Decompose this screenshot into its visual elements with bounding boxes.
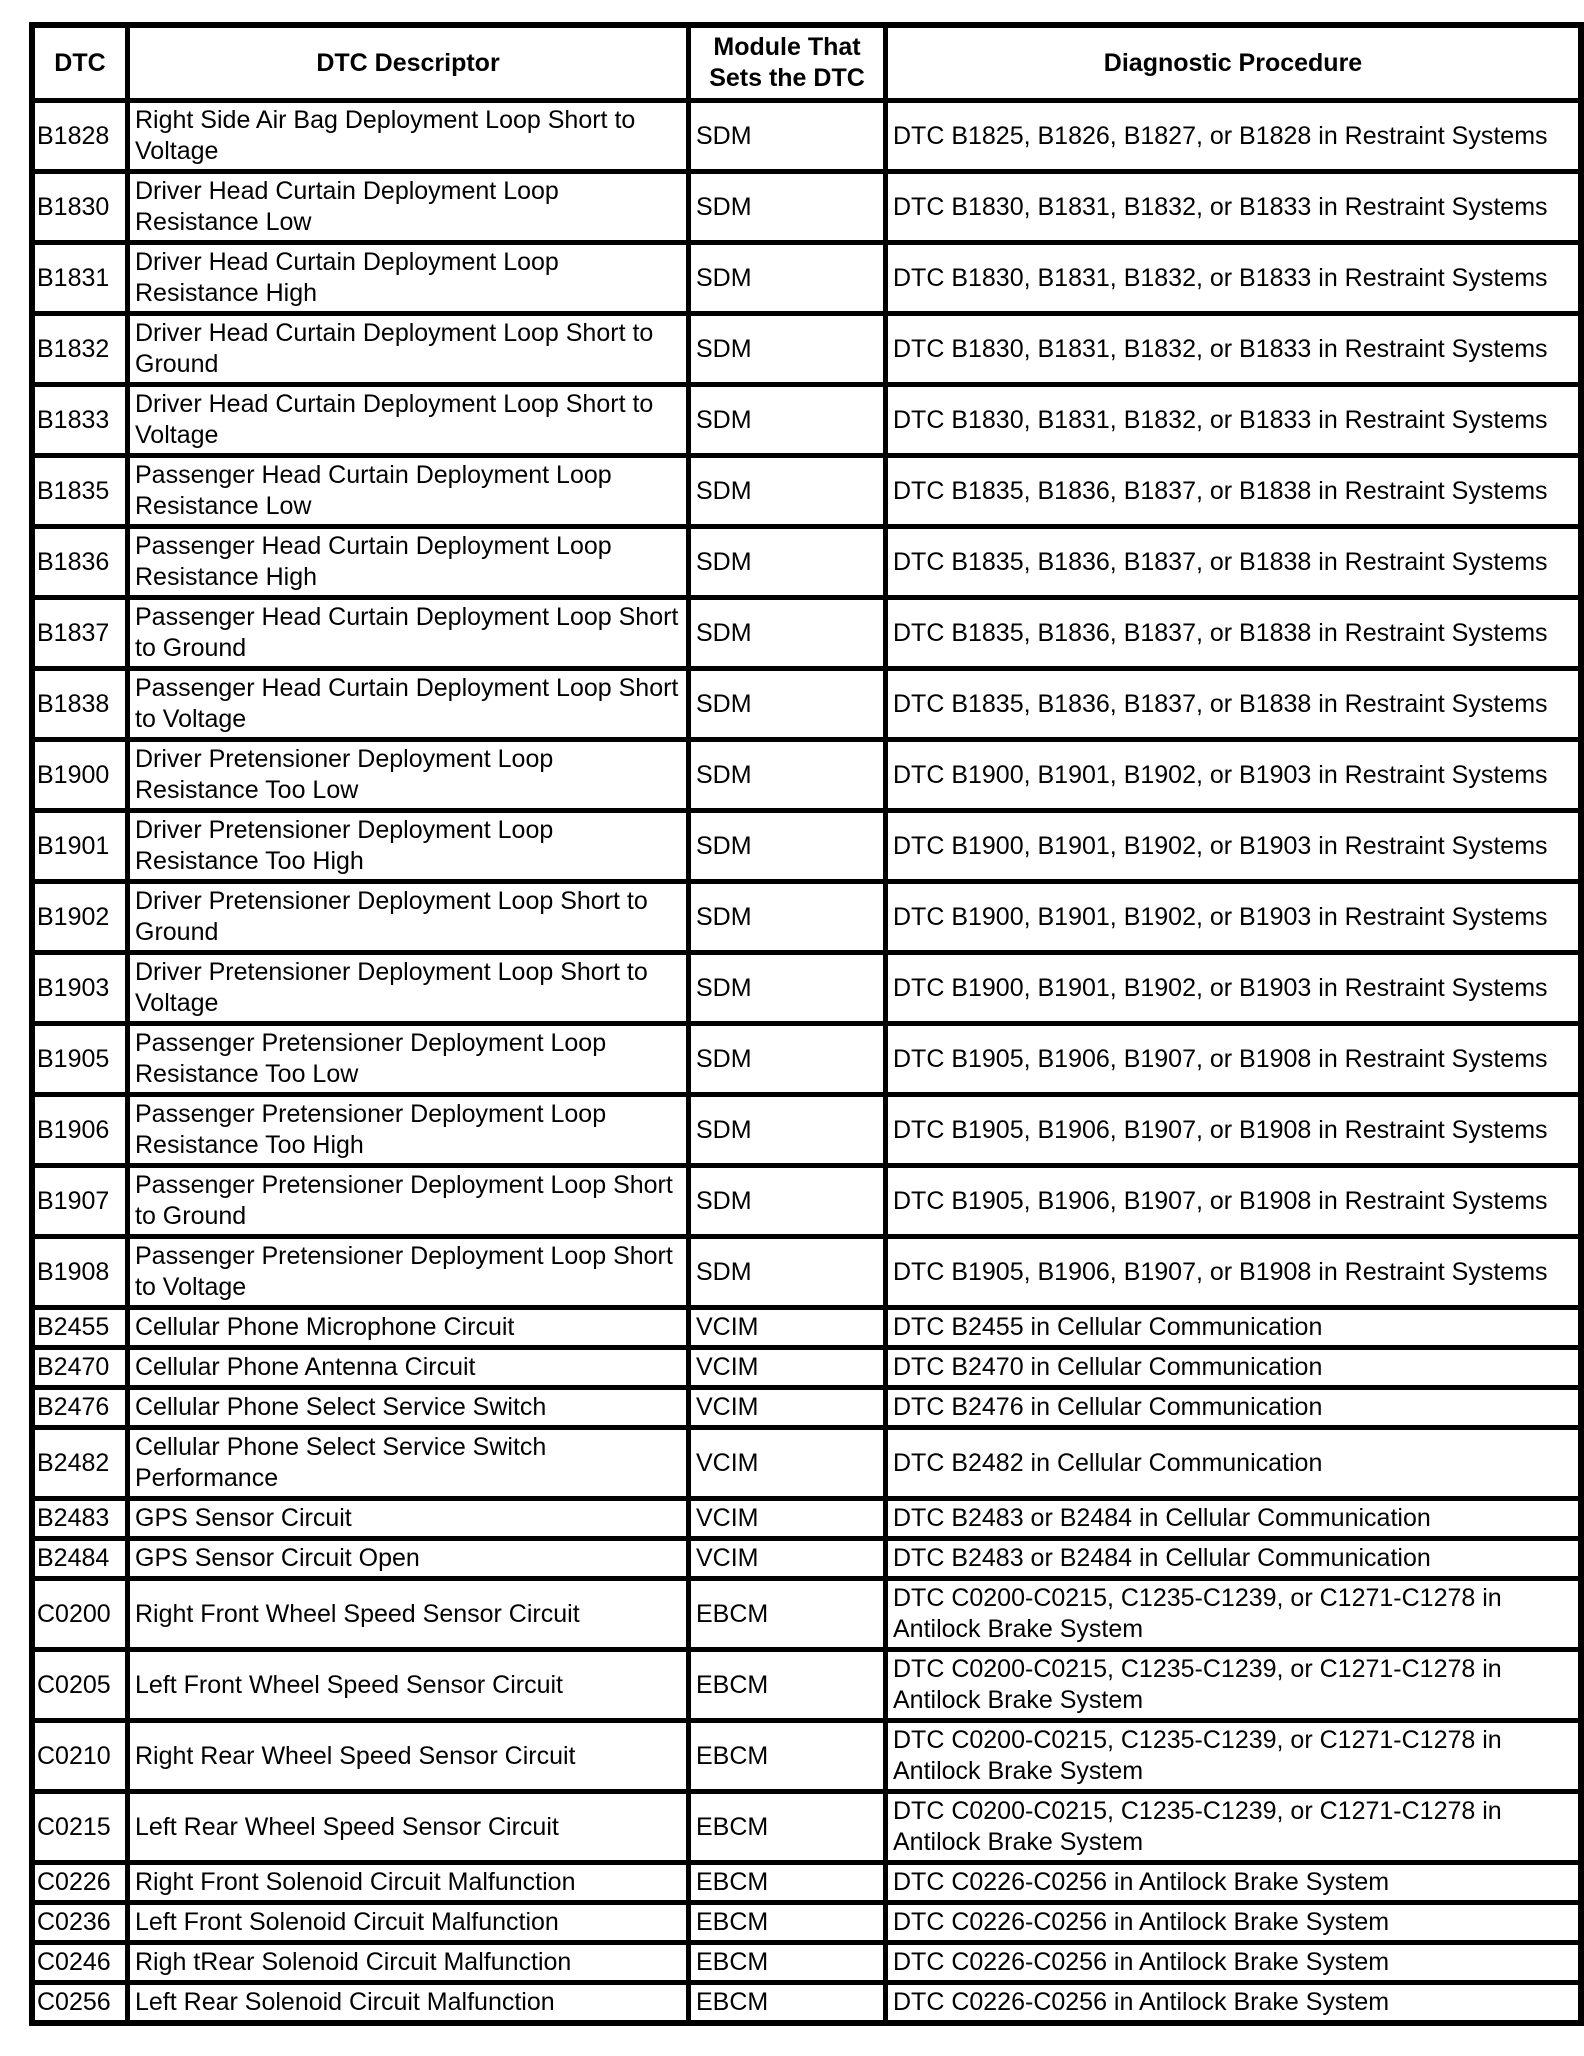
procedure-cell: DTC B1905, B1906, B1907, or B1908 in Restraint Systems [886,1166,1582,1237]
table-row [32,1388,1581,1428]
descriptor-cell: Passenger Head Curtain Deployment Loop Short to Voltage [128,669,689,740]
module-cell: EBCM [689,1721,886,1792]
procedure-cell: DTC B1825, B1826, B1827, or B1828 in Restraint Systems [886,101,1582,172]
dtc-cell: B1906 [32,1095,128,1166]
module-cell: SDM [689,172,886,243]
descriptor-cell: Cellular Phone Select Service Switch [128,1388,689,1428]
procedure-cell: DTC C0226-C0256 in Antilock Brake System [886,1983,1582,2024]
descriptor-cell: Right Front Solenoid Circuit Malfunction [128,1863,689,1903]
dtc-cell: C0236 [32,1903,128,1943]
dtc-cell: B1831 [32,243,128,314]
table-row [32,1903,1581,1943]
dtc-cell: B2476 [32,1388,128,1428]
module-cell: SDM [689,740,886,811]
procedure-cell: DTC C0226-C0256 in Antilock Brake System [886,1863,1582,1903]
table-row [32,1166,1581,1237]
descriptor-cell: Driver Pretensioner Deployment Loop Short to Ground [128,882,689,953]
dtc-cell: B1905 [32,1024,128,1095]
procedure-cell: DTC B2482 in Cellular Communication [886,1428,1582,1499]
table-header-row [32,25,1581,101]
descriptor-cell: GPS Sensor Circuit Open [128,1539,689,1579]
procedure-cell: DTC B1900, B1901, B1902, or B1903 in Restraint Systems [886,882,1582,953]
module-cell: SDM [689,669,886,740]
dtc-cell: B2484 [32,1539,128,1579]
dtc-cell: B2470 [32,1348,128,1388]
dtc-cell: B1903 [32,953,128,1024]
table-row [32,385,1581,456]
column-header-descriptor: DTC Descriptor [128,25,689,101]
dtc-cell: B1907 [32,1166,128,1237]
descriptor-cell: Left Front Wheel Speed Sensor Circuit [128,1650,689,1721]
descriptor-cell: Driver Pretensioner Deployment Loop Short to Voltage [128,953,689,1024]
procedure-cell: DTC B1835, B1836, B1837, or B1838 in Restraint Systems [886,527,1582,598]
procedure-cell: DTC B1900, B1901, B1902, or B1903 in Restraint Systems [886,953,1582,1024]
module-cell: VCIM [689,1308,886,1348]
column-header-dtc: DTC [32,25,128,101]
table-row [32,1943,1581,1983]
module-cell: EBCM [689,1943,886,1983]
module-cell: SDM [689,527,886,598]
descriptor-cell: Righ tRear Solenoid Circuit Malfunction [128,1943,689,1983]
procedure-cell: DTC B2483 or B2484 in Cellular Communication [886,1499,1582,1539]
table-row [32,1579,1581,1650]
procedure-cell: DTC B1835, B1836, B1837, or B1838 in Restraint Systems [886,456,1582,527]
table-row [32,1499,1581,1539]
module-cell: SDM [689,101,886,172]
table-row [32,953,1581,1024]
dtc-cell: B1838 [32,669,128,740]
procedure-cell: DTC B1830, B1831, B1832, or B1833 in Restraint Systems [886,243,1582,314]
table-row [32,811,1581,882]
table-body [32,101,1581,2024]
dtc-cell: B1908 [32,1237,128,1308]
descriptor-cell: Driver Head Curtain Deployment Loop Resistance High [128,243,689,314]
table-row [32,1428,1581,1499]
dtc-cell: B2455 [32,1308,128,1348]
dtc-cell: C0215 [32,1792,128,1863]
procedure-cell: DTC B1900, B1901, B1902, or B1903 in Restraint Systems [886,740,1582,811]
procedure-cell: DTC B2455 in Cellular Communication [886,1308,1582,1348]
module-cell: SDM [689,1024,886,1095]
descriptor-cell: Driver Head Curtain Deployment Loop Resistance Low [128,172,689,243]
dtc-cell: B1900 [32,740,128,811]
module-cell: EBCM [689,1650,886,1721]
descriptor-cell: Driver Head Curtain Deployment Loop Short to Ground [128,314,689,385]
procedure-cell: DTC B1905, B1906, B1907, or B1908 in Restraint Systems [886,1024,1582,1095]
descriptor-cell: Passenger Pretensioner Deployment Loop Short to Ground [128,1166,689,1237]
procedure-cell: DTC C0200-C0215, C1235-C1239, or C1271-C1278 in Antilock Brake System [886,1721,1582,1792]
procedure-cell: DTC C0226-C0256 in Antilock Brake System [886,1943,1582,1983]
procedure-cell: DTC B1830, B1831, B1832, or B1833 in Restraint Systems [886,172,1582,243]
module-cell: SDM [689,953,886,1024]
module-cell: SDM [689,1166,886,1237]
module-cell: VCIM [689,1388,886,1428]
descriptor-cell: Driver Head Curtain Deployment Loop Short to Voltage [128,385,689,456]
descriptor-cell: Cellular Phone Microphone Circuit [128,1308,689,1348]
module-cell: EBCM [689,1863,886,1903]
procedure-cell: DTC B2476 in Cellular Communication [886,1388,1582,1428]
module-cell: SDM [689,1237,886,1308]
dtc-cell: B1902 [32,882,128,953]
module-cell: EBCM [689,1903,886,1943]
table-row [32,1095,1581,1166]
module-cell: SDM [689,314,886,385]
table-row [32,1237,1581,1308]
dtc-cell: B1833 [32,385,128,456]
descriptor-cell: Left Rear Solenoid Circuit Malfunction [128,1983,689,2024]
dtc-cell: B1830 [32,172,128,243]
module-cell: SDM [689,1095,886,1166]
dtc-cell: C0246 [32,1943,128,1983]
dtc-cell: B2482 [32,1428,128,1499]
dtc-cell: B1835 [32,456,128,527]
table-row [32,1792,1581,1863]
table-row [32,1024,1581,1095]
dtc-cell: B1837 [32,598,128,669]
descriptor-cell: Passenger Pretensioner Deployment Loop Short to Voltage [128,1237,689,1308]
procedure-cell: DTC B1835, B1836, B1837, or B1838 in Restraint Systems [886,669,1582,740]
descriptor-cell: Right Front Wheel Speed Sensor Circuit [128,1579,689,1650]
dtc-cell: B1901 [32,811,128,882]
table-row [32,1308,1581,1348]
dtc-cell: C0256 [32,1983,128,2024]
descriptor-cell: Left Front Solenoid Circuit Malfunction [128,1903,689,1943]
descriptor-cell: Passenger Head Curtain Deployment Loop Short to Ground [128,598,689,669]
procedure-cell: DTC B1905, B1906, B1907, or B1908 in Restraint Systems [886,1095,1582,1166]
procedure-cell: DTC B1835, B1836, B1837, or B1838 in Restraint Systems [886,598,1582,669]
descriptor-cell: Cellular Phone Select Service Switch Performance [128,1428,689,1499]
table-row [32,527,1581,598]
dtc-table [29,22,1584,2026]
descriptor-cell: Left Rear Wheel Speed Sensor Circuit [128,1792,689,1863]
descriptor-cell: Passenger Head Curtain Deployment Loop Resistance High [128,527,689,598]
procedure-cell: DTC B1830, B1831, B1832, or B1833 in Restraint Systems [886,314,1582,385]
module-cell: SDM [689,385,886,456]
descriptor-cell: Passenger Head Curtain Deployment Loop Resistance Low [128,456,689,527]
module-cell: VCIM [689,1348,886,1388]
module-cell: VCIM [689,1499,886,1539]
table-row [32,1983,1581,2024]
dtc-cell: C0210 [32,1721,128,1792]
procedure-cell: DTC C0200-C0215, C1235-C1239, or C1271-C1278 in Antilock Brake System [886,1792,1582,1863]
procedure-cell: DTC B2470 in Cellular Communication [886,1348,1582,1388]
module-cell: EBCM [689,1579,886,1650]
column-header-procedure: Diagnostic Procedure [886,25,1582,101]
descriptor-cell: Passenger Pretensioner Deployment Loop Resistance Too Low [128,1024,689,1095]
procedure-cell: DTC C0226-C0256 in Antilock Brake System [886,1903,1582,1943]
table-row [32,1539,1581,1579]
module-cell: VCIM [689,1428,886,1499]
table-row [32,598,1581,669]
dtc-cell: B1828 [32,101,128,172]
procedure-cell: DTC B1830, B1831, B1832, or B1833 in Restraint Systems [886,385,1582,456]
descriptor-cell: Driver Pretensioner Deployment Loop Resistance Too High [128,811,689,882]
procedure-cell: DTC C0200-C0215, C1235-C1239, or C1271-C1278 in Antilock Brake System [886,1579,1582,1650]
descriptor-cell: Cellular Phone Antenna Circuit [128,1348,689,1388]
table-row [32,314,1581,385]
descriptor-cell: GPS Sensor Circuit [128,1499,689,1539]
table-row [32,1721,1581,1792]
procedure-cell: DTC B2483 or B2484 in Cellular Communication [886,1539,1582,1579]
table-row [32,882,1581,953]
descriptor-cell: Passenger Pretensioner Deployment Loop Resistance Too High [128,1095,689,1166]
table-header [32,25,1581,101]
table-row [32,669,1581,740]
module-cell: EBCM [689,1983,886,2024]
module-cell: SDM [689,456,886,527]
module-cell: SDM [689,811,886,882]
table-row [32,172,1581,243]
table-row [32,1650,1581,1721]
dtc-cell: B1832 [32,314,128,385]
dtc-cell: B1836 [32,527,128,598]
procedure-cell: DTC B1900, B1901, B1902, or B1903 in Restraint Systems [886,811,1582,882]
table-row [32,243,1581,314]
descriptor-cell: Driver Pretensioner Deployment Loop Resistance Too Low [128,740,689,811]
table-row [32,101,1581,172]
dtc-cell: C0226 [32,1863,128,1903]
table-row [32,1863,1581,1903]
dtc-cell: B2483 [32,1499,128,1539]
module-cell: SDM [689,598,886,669]
descriptor-cell: Right Rear Wheel Speed Sensor Circuit [128,1721,689,1792]
module-cell: EBCM [689,1792,886,1863]
module-cell: SDM [689,243,886,314]
dtc-cell: C0200 [32,1579,128,1650]
descriptor-cell: Right Side Air Bag Deployment Loop Short to Voltage [128,101,689,172]
table-row [32,740,1581,811]
module-cell: VCIM [689,1539,886,1579]
table-row [32,1348,1581,1388]
procedure-cell: DTC B1905, B1906, B1907, or B1908 in Restraint Systems [886,1237,1582,1308]
column-header-module: Module That Sets the DTC [689,25,886,101]
table-row [32,456,1581,527]
module-cell: SDM [689,882,886,953]
procedure-cell: DTC C0200-C0215, C1235-C1239, or C1271-C1278 in Antilock Brake System [886,1650,1582,1721]
dtc-cell: C0205 [32,1650,128,1721]
